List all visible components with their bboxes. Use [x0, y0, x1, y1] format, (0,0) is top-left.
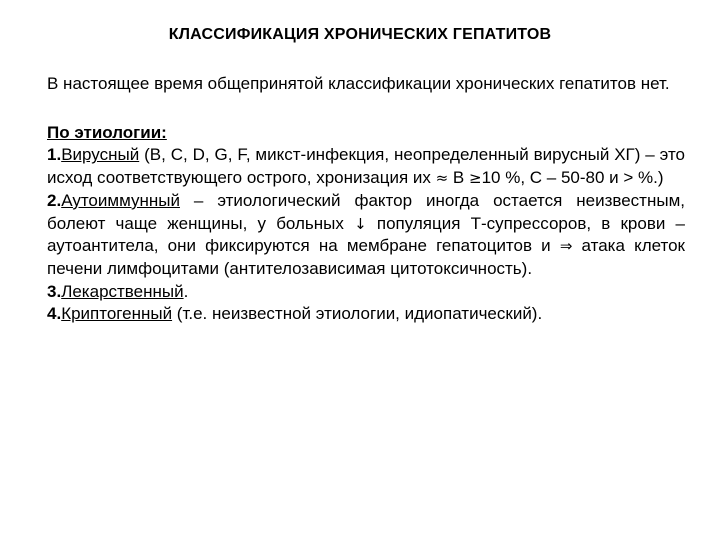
- item-name: Вирусный: [61, 145, 140, 165]
- list-item-viral: [47, 144, 685, 189]
- implies-arrow-icon: ⇒: [559, 237, 573, 256]
- item-number: 3.: [47, 281, 62, 301]
- list-item-autoimmune: [47, 190, 685, 281]
- item-text: .: [183, 281, 189, 301]
- item-name: Аутоиммунный: [61, 190, 180, 210]
- arrow-down-icon: ↓: [354, 214, 367, 233]
- slide-body: [47, 73, 685, 326]
- item-text: B: [448, 168, 469, 188]
- spacer: [47, 96, 685, 122]
- approx-symbol: ≈: [435, 169, 449, 188]
- list-item-drug: [47, 281, 685, 304]
- item-name: Лекарственный: [61, 281, 184, 301]
- item-name: Криптогенный: [61, 304, 173, 324]
- intro-paragraph: В настоящее время общепринятой классификации хронических гепатитов нет.: [47, 74, 670, 93]
- item-text: атака клеток печени лимфоцитами (антителозависимая цитотоксичность).: [47, 236, 685, 278]
- section-heading: По этиологии:: [47, 122, 167, 142]
- greater-equal-symbol: ≥: [469, 169, 482, 188]
- item-text: (B, C, D, G, F, микст-инфекция, неопределенный вирусный ХГ) – это исход соответствующего острого, хронизация их: [47, 145, 685, 188]
- item-text: популяция Т-супрессоров, в крови – аутоантитела, они фиксируются на мембране гепатоцитов и: [47, 213, 685, 256]
- item-number: 2.: [47, 190, 62, 210]
- item-text: (т.е. неизвестной этиологии, идиопатический).: [172, 304, 543, 324]
- item-number: 4.: [47, 304, 62, 324]
- item-number: 1.: [47, 145, 62, 165]
- slide-title: КЛАССИФИКАЦИЯ ХРОНИЧЕСКИХ ГЕПАТИТОВ: [168, 26, 552, 43]
- item-text: – этиологический фактор иногда остается неизвестным, болеют чаще женщины, у больных: [47, 190, 685, 233]
- list-item-cryptogenic: [47, 303, 685, 326]
- item-text: 10 %, C – 50-80 и > %.): [481, 168, 664, 188]
